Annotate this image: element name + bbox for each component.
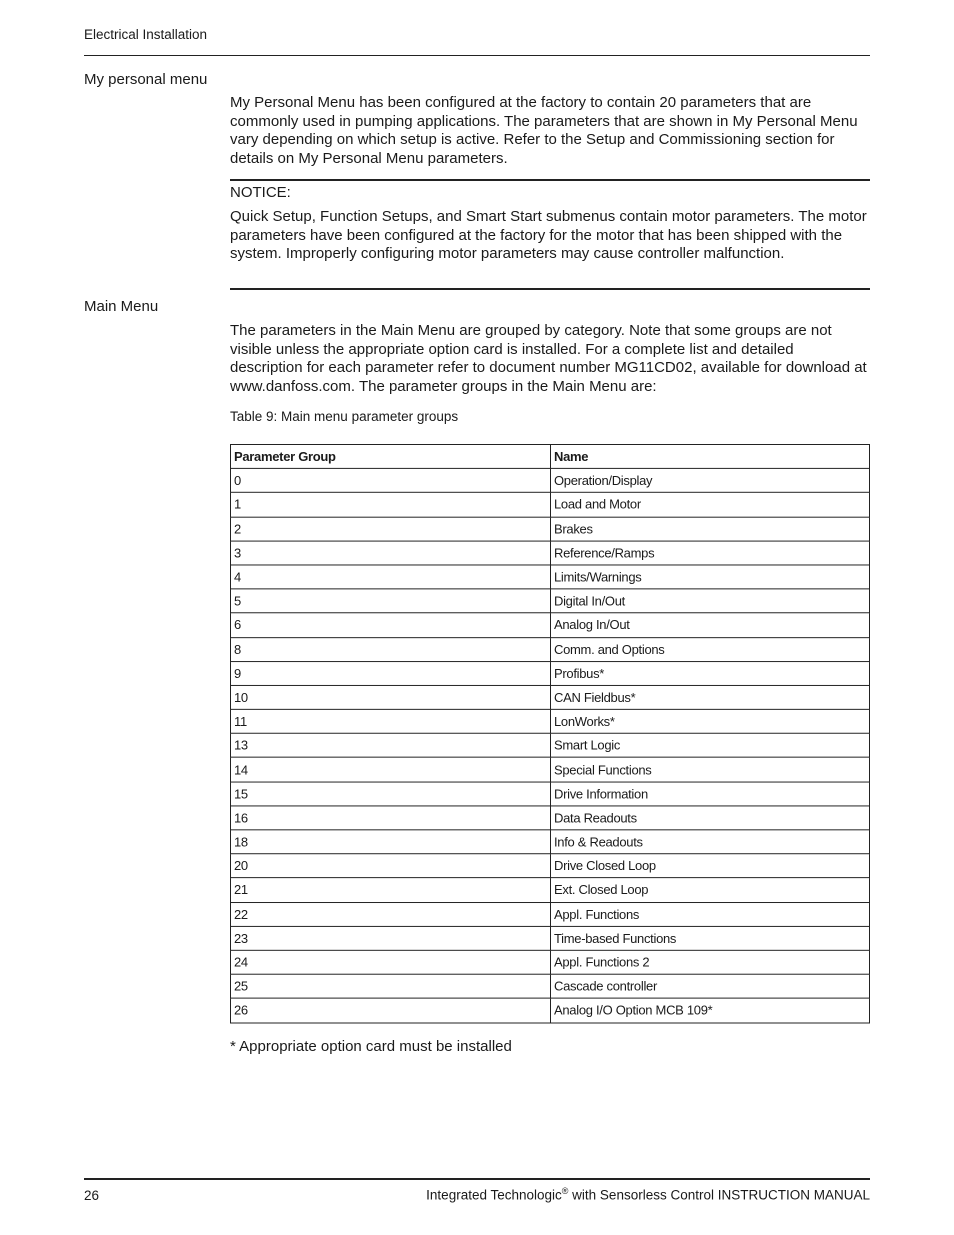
cell-parameter-group: 0 (231, 469, 551, 493)
cell-parameter-group: 1 (231, 493, 551, 517)
cell-parameter-group: 15 (231, 782, 551, 806)
cell-parameter-group: 26 (231, 998, 551, 1022)
cell-parameter-group: 10 (231, 685, 551, 709)
table-row (231, 926, 870, 950)
cell-name: Brakes (551, 517, 870, 541)
footer-rule (84, 1178, 870, 1180)
cell-name: Drive Information (551, 782, 870, 806)
section-heading-main-menu: Main Menu (84, 298, 159, 315)
footer-title-suffix: with Sensorless Control INSTRUCTION MANUAL (568, 1187, 870, 1203)
cell-name: Operation/Display (551, 469, 870, 493)
cell-parameter-group: 14 (231, 758, 551, 782)
table-row (231, 613, 870, 637)
cell-parameter-group: 23 (231, 926, 551, 950)
table-row (231, 517, 870, 541)
table-row (231, 782, 870, 806)
cell-name: Comm. and Options (551, 637, 870, 661)
table-row (231, 998, 870, 1022)
table-row (231, 902, 870, 926)
cell-name: Smart Logic (551, 734, 870, 758)
table-row (231, 950, 870, 974)
header-parameter-group: Parameter Group (231, 444, 551, 468)
cell-name: Digital In/Out (551, 589, 870, 613)
cell-name: Info & Readouts (551, 830, 870, 854)
cell-parameter-group: 5 (231, 589, 551, 613)
table-row (231, 709, 870, 733)
personal-menu-paragraph: My Personal Menu has been configured at the factory to contain 20 parameters that are commonly used in pumping applications. The parameters that are shown in My Personal Menu vary depending on which setup is active. Refer to the Setup and Commissioning section for details on My Personal Menu parameters. (230, 94, 858, 168)
cell-parameter-group: 22 (231, 902, 551, 926)
table-body (231, 469, 870, 1023)
cell-parameter-group: 8 (231, 637, 551, 661)
header-rule (84, 55, 870, 56)
cell-name: Limits/Warnings (551, 565, 870, 589)
footer-title (426, 1186, 870, 1203)
table-row (231, 878, 870, 902)
footnote: * Appropriate option card must be installed (230, 1038, 512, 1055)
cell-parameter-group: 4 (231, 565, 551, 589)
table-row (231, 565, 870, 589)
table-row (231, 661, 870, 685)
notice-text: Quick Setup, Function Setups, and Smart Start submenus contain motor parameters. The motor parameters have been configured at the factory for the motor that has been shipped with the system. Improperly configuring motor parameters may cause controller malfunction. (230, 208, 867, 263)
table-row (231, 830, 870, 854)
running-head: Electrical Installation (84, 27, 208, 42)
cell-parameter-group: 18 (231, 830, 551, 854)
section-heading-personal-menu: My personal menu (84, 71, 208, 88)
cell-name: LonWorks* (551, 709, 870, 733)
cell-name: Drive Closed Loop (551, 854, 870, 878)
cell-name: CAN Fieldbus* (551, 685, 870, 709)
cell-parameter-group: 13 (231, 734, 551, 758)
table-row (231, 734, 870, 758)
table-row (231, 541, 870, 565)
cell-parameter-group: 21 (231, 878, 551, 902)
cell-parameter-group: 3 (231, 541, 551, 565)
table-row (231, 685, 870, 709)
table-row (231, 974, 870, 998)
page-number: 26 (84, 1188, 100, 1203)
table-row (231, 854, 870, 878)
cell-parameter-group: 16 (231, 806, 551, 830)
cell-name: Appl. Functions (551, 902, 870, 926)
main-menu-paragraph: The parameters in the Main Menu are grouped by category. Note that some groups are not visible unless the appropriate option card is installed. For a complete list and detailed description for each parameter refer to document number MG11CD02, available for download at www.danfoss.com. The parameter groups in the Main Menu are: (230, 322, 867, 396)
table-row (231, 493, 870, 517)
registered-mark: ® (561, 1186, 569, 1196)
cell-name: Time-based Functions (551, 926, 870, 950)
table-row (231, 758, 870, 782)
footer-title-prefix: Integrated Technologic (426, 1187, 562, 1203)
cell-parameter-group: 2 (231, 517, 551, 541)
cell-name: Cascade controller (551, 974, 870, 998)
cell-name: Load and Motor (551, 493, 870, 517)
cell-name: Data Readouts (551, 806, 870, 830)
table-row (231, 637, 870, 661)
cell-name: Special Functions (551, 758, 870, 782)
cell-name: Ext. Closed Loop (551, 878, 870, 902)
cell-name: Analog I/O Option MCB 109* (551, 998, 870, 1022)
notice-rule-top (230, 179, 870, 181)
table-row (231, 589, 870, 613)
parameter-groups-table (230, 444, 870, 1023)
cell-parameter-group: 24 (231, 950, 551, 974)
notice-label: NOTICE: (230, 184, 291, 201)
cell-parameter-group: 20 (231, 854, 551, 878)
table-row (231, 469, 870, 493)
header-name: Name (551, 444, 870, 468)
table-row (231, 806, 870, 830)
cell-name: Analog In/Out (551, 613, 870, 637)
table-header-row (231, 444, 870, 468)
table-caption: Table 9: Main menu parameter groups (230, 409, 459, 424)
cell-parameter-group: 11 (231, 709, 551, 733)
cell-name: Profibus* (551, 661, 870, 685)
cell-name: Appl. Functions 2 (551, 950, 870, 974)
cell-parameter-group: 25 (231, 974, 551, 998)
cell-parameter-group: 6 (231, 613, 551, 637)
cell-name: Reference/Ramps (551, 541, 870, 565)
notice-rule-bottom (230, 288, 870, 290)
cell-parameter-group: 9 (231, 661, 551, 685)
